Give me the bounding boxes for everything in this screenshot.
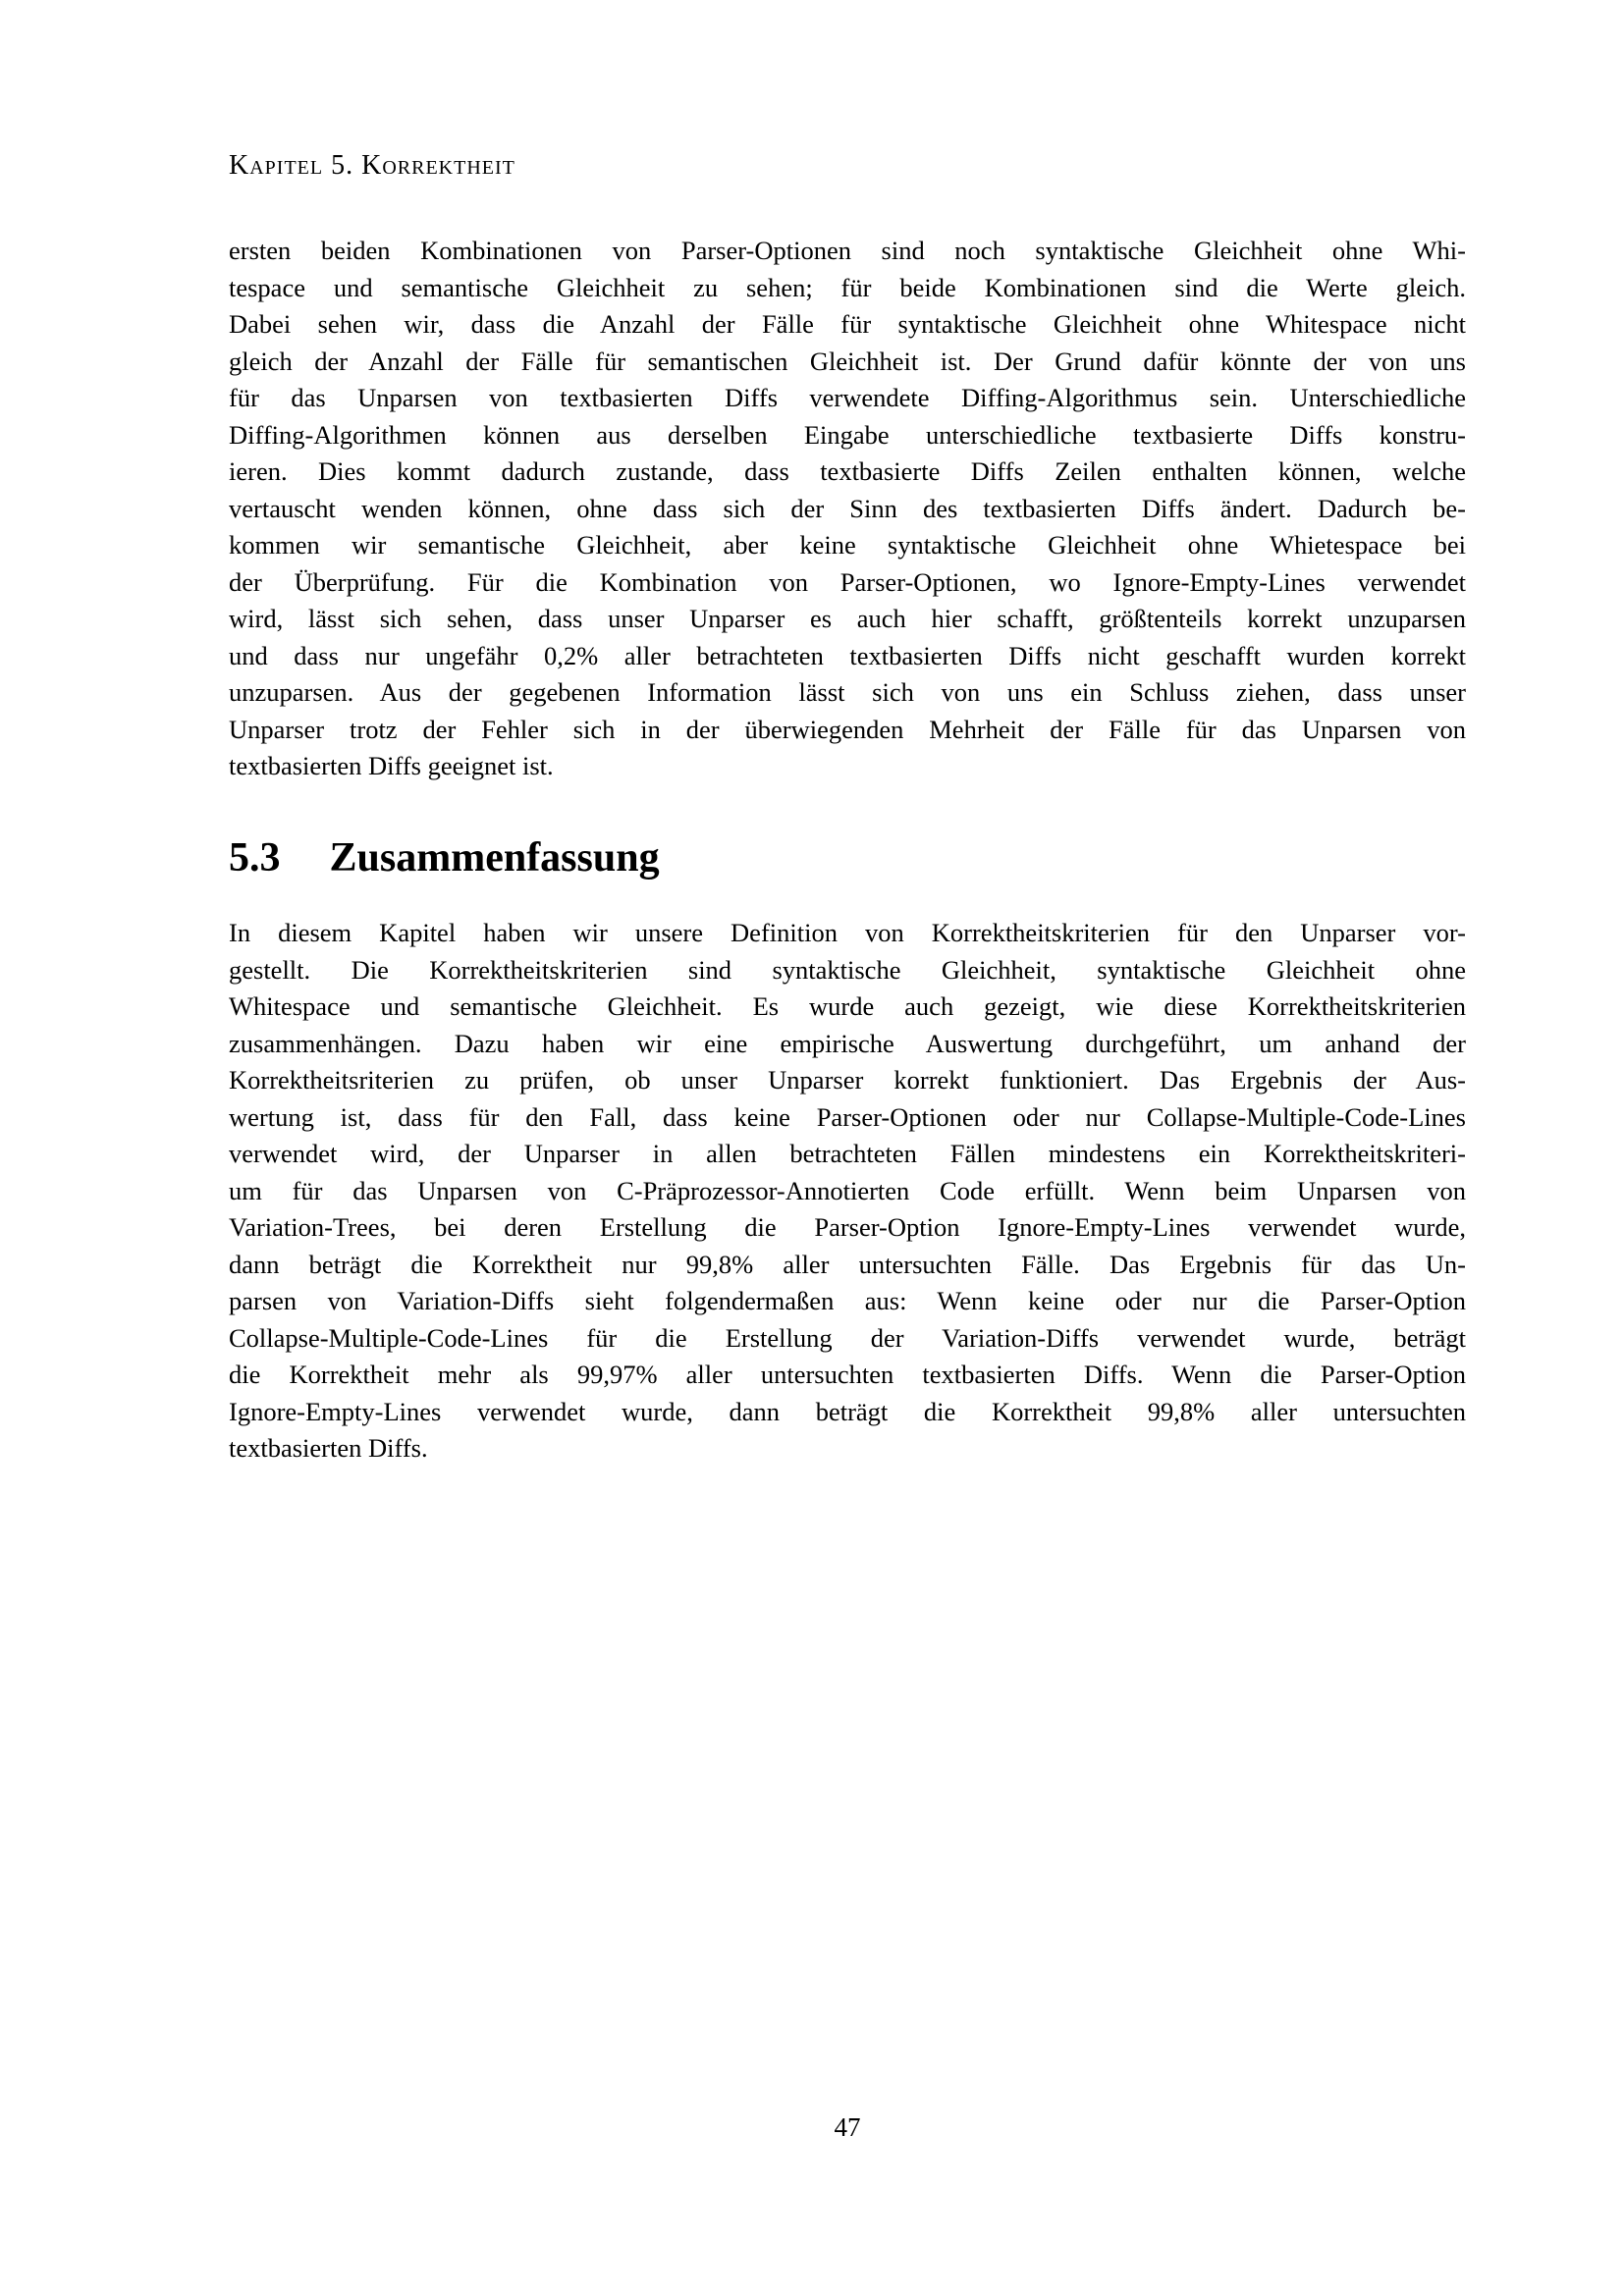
text-line: wird, lässt sich sehen, dass unser Unparser es auch hier schafft, größtenteils korrekt unzuparsen xyxy=(229,604,1466,633)
text-line: und dass nur ungefähr 0,2% aller betrachteten textbasierten Diffs nicht geschafft wurden korrekt xyxy=(229,640,1466,670)
text-line: Diffing-Algorithmen können aus derselben Eingabe unterschiedliche textbasierte Diffs konstru- xyxy=(229,419,1466,450)
text-line: vertauscht wenden können, ohne dass sich der Sinn des textbasierten Diffs ändert. Dadurch be- xyxy=(229,493,1466,523)
text-line: zusammenhängen. Dazu haben wir eine empirische Auswertung durchgeführt, um anhand der xyxy=(229,1028,1466,1058)
text-line: textbasierten Diffs geeignet ist. xyxy=(229,751,554,780)
text-line: Ignore-Empty-Lines verwendet wurde, dann beträgt die Korrektheit 99,8% aller untersuchten xyxy=(229,1396,1466,1426)
running-header: Kapitel 5. Korrektheit xyxy=(229,150,515,181)
text-line: kommen wir semantische Gleichheit, aber keine syntaktische Gleichheit ohne Whietespace bei xyxy=(229,530,1466,560)
paragraph-1 xyxy=(229,233,1466,785)
text-line: gleich der Anzahl der Fälle für semantischen Gleichheit ist. Der Grund dafür könnte der von uns xyxy=(229,346,1466,376)
text-line: ersten beiden Kombinationen von Parser-Optionen sind noch syntaktische Gleichheit ohne Whi- xyxy=(229,236,1466,265)
text-line: gestellt. Die Korrektheitskriterien sind syntaktische Gleichheit, syntaktische Gleichheit ohne xyxy=(229,954,1466,985)
text-line: ieren. Dies kommt dadurch zustande, dass textbasierte Diffs Zeilen enthalten können, welche xyxy=(229,456,1466,486)
text-line: Collapse-Multiple-Code-Lines für die Erstellung der Variation-Diffs verwendet wurde, beträgt xyxy=(229,1322,1466,1353)
text-line: In diesem Kapitel haben wir unsere Definition von Korrektheitskriterien für den Unparser vor- xyxy=(229,918,1466,947)
text-line: wertung ist, dass für den Fall, dass keine Parser-Optionen oder nur Collapse-Multiple-Code-Lines xyxy=(229,1101,1466,1132)
text-line: die Korrektheit mehr als 99,97% aller untersuchten textbasierten Diffs. Wenn die Parser-Option xyxy=(229,1360,1466,1389)
section-heading xyxy=(229,837,1466,879)
text-line: textbasierten Diffs. xyxy=(229,1433,428,1463)
text-line: der Überprüfung. Für die Kombination von Parser-Optionen, wo Ignore-Empty-Lines verwendet xyxy=(229,566,1466,597)
text-line: parsen von Variation-Diffs sieht folgendermaßen aus: Wenn keine oder nur die Parser-Option xyxy=(229,1286,1466,1315)
text-line: Dabei sehen wir, dass die Anzahl der Fälle für syntaktische Gleichheit ohne Whitespace nicht xyxy=(229,309,1466,339)
text-line: tespace und semantische Gleichheit zu sehen; für beide Kombinationen sind die Werte gleich. xyxy=(229,272,1466,302)
text-line: unzuparsen. Aus der gegebenen Information lässt sich von uns ein Schluss ziehen, dass unser xyxy=(229,677,1466,707)
text-line: Unparser trotz der Fehler sich in der überwiegenden Mehrheit der Fälle für das Unparsen von xyxy=(229,714,1466,744)
text-line: Whitespace und semantische Gleichheit. Es wurde auch gezeigt, wie diese Korrektheitskriterien xyxy=(229,991,1466,1021)
text-line: für das Unparsen von textbasierten Diffs verwendete Diffing-Algorithmus sein. Unterschiedliche xyxy=(229,383,1466,412)
text-line: verwendet wird, der Unparser in allen betrachteten Fällen mindestens ein Korrektheitskriteri- xyxy=(229,1139,1466,1168)
page-number: 47 xyxy=(834,2112,861,2142)
text-line: um für das Unparsen von C-Präprozessor-Annotierten Code erfüllt. Wenn beim Unparsen von xyxy=(229,1175,1466,1205)
section-number: 5.3 xyxy=(229,835,281,881)
text-line: dann beträgt die Korrektheit nur 99,8% aller untersuchten Fälle. Das Ergebnis für das Un- xyxy=(229,1249,1466,1279)
section-title: Zusammenfassung xyxy=(329,835,660,881)
text-line: Korrektheitsriterien zu prüfen, ob unser Unparser korrekt funktioniert. Das Ergebnis der Aus- xyxy=(229,1065,1466,1095)
text-line: Variation-Trees, bei deren Erstellung die Parser-Option Ignore-Empty-Lines verwendet wurde, xyxy=(229,1212,1466,1242)
paragraph-2 xyxy=(229,915,1466,1468)
